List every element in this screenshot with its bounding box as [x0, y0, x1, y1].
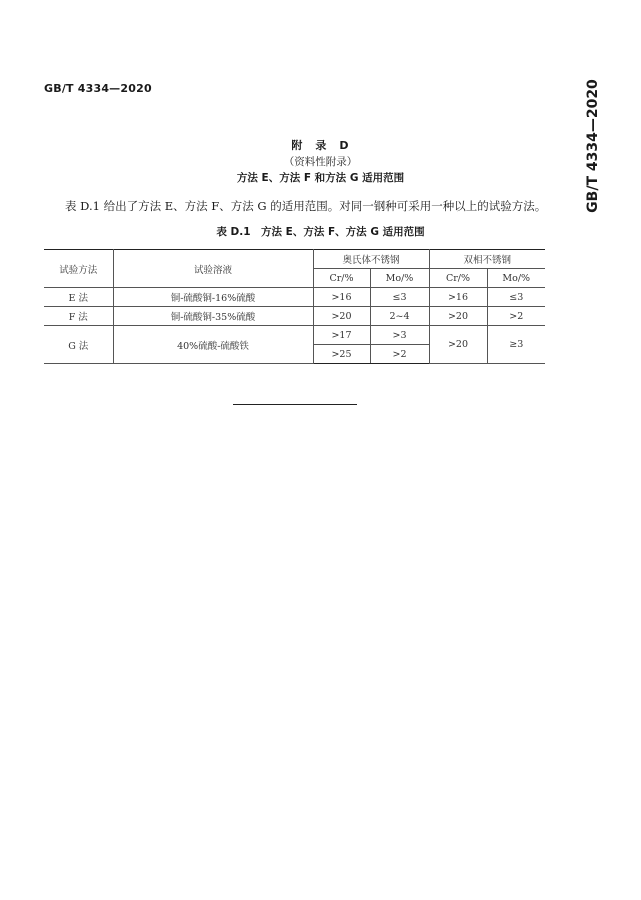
appendix-title: 方法 E、方法 F 和方法 G 适用范围 — [236, 172, 405, 184]
cell-aus-mo: 2~4 — [370, 307, 429, 326]
cell-solution: 40%硫酸-硫酸铁 — [113, 326, 313, 364]
subheader-aus-cr: Cr/% — [313, 269, 370, 288]
standard-code-header: GB/T 4334—2020 — [44, 82, 152, 95]
appendix-label: 附 录 D — [291, 139, 350, 152]
end-rule — [233, 404, 357, 405]
cell-dup-mo: >2 — [487, 307, 545, 326]
header-test-solution: 试验溶液 — [113, 250, 313, 288]
cell-solution: 铜-硫酸铜-35%硫酸 — [113, 307, 313, 326]
cell-dup-mo: ≤3 — [487, 288, 545, 307]
cell-aus-mo: >3 — [370, 326, 429, 345]
cell-aus-mo-2: >2 — [370, 345, 429, 364]
header-austenitic: 奥氏体不锈钢 — [313, 250, 429, 269]
cell-dup-cr: >20 — [429, 326, 487, 364]
table-row — [44, 326, 545, 345]
cell-aus-cr-2: >25 — [313, 345, 370, 364]
intro-paragraph: 表 D.1 给出了方法 E、方法 F、方法 G 的适用范围。对同一钢种可采用一种以上的试验方法。 — [65, 199, 547, 213]
table-row — [44, 288, 545, 307]
header-duplex: 双相不锈钢 — [429, 250, 545, 269]
cell-method: F 法 — [44, 307, 113, 326]
subheader-dup-cr: Cr/% — [429, 269, 487, 288]
cell-aus-mo: ≤3 — [370, 288, 429, 307]
table-row — [44, 307, 545, 326]
header-test-method: 试验方法 — [44, 250, 113, 288]
cell-dup-mo: ≥3 — [487, 326, 545, 364]
cell-dup-cr: >20 — [429, 307, 487, 326]
cell-method: E 法 — [44, 288, 113, 307]
cell-aus-cr: >17 — [313, 326, 370, 345]
cell-aus-cr: >20 — [313, 307, 370, 326]
cell-solution: 铜-硫酸铜-16%硫酸 — [113, 288, 313, 307]
table-caption: 表 D.1 方法 E、方法 F、方法 G 适用范围 — [216, 226, 425, 238]
subheader-aus-mo: Mo/% — [370, 269, 429, 288]
standard-code-side: GB/T 4334—2020 — [585, 79, 601, 213]
cell-dup-cr: >16 — [429, 288, 487, 307]
cell-method: G 法 — [44, 326, 113, 364]
cell-aus-cr: >16 — [313, 288, 370, 307]
scope-table — [44, 249, 545, 364]
subheader-dup-mo: Mo/% — [487, 269, 545, 288]
appendix-nature: （资料性附录） — [283, 156, 358, 168]
